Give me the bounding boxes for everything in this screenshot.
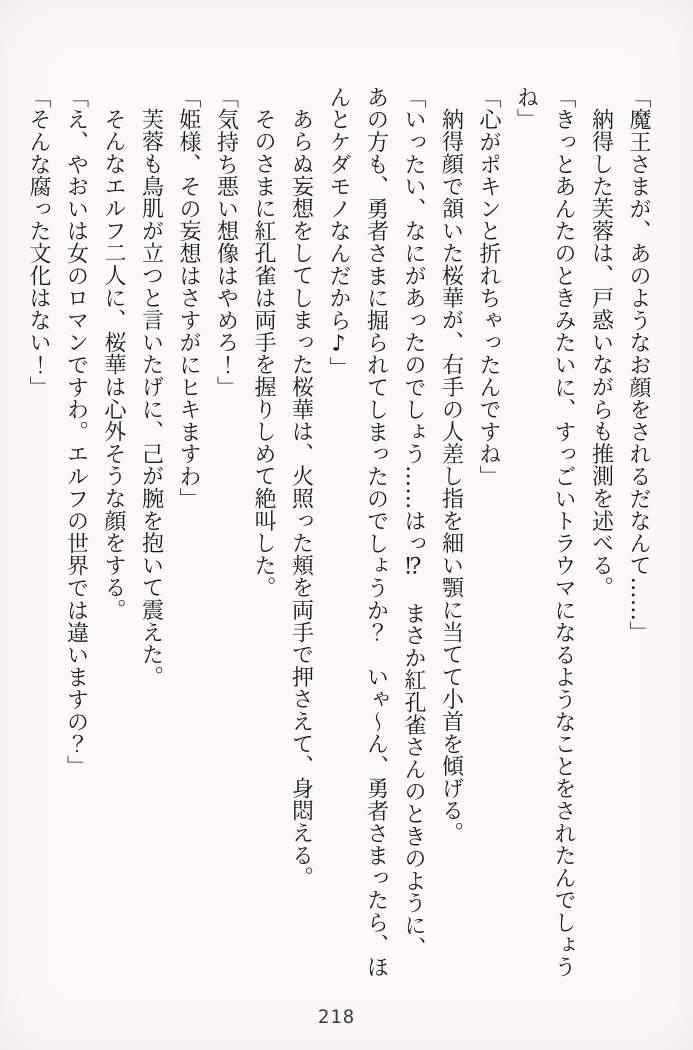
paragraph: 「いったい、なにがあったのでしょう……はっ⁉ まさか紅孔雀さんのときのように、あの方も、勇者さまに掘られてしまったのでしょうか？ いゃ～ん、勇者さまったら、ほんとケダモノなんだから♪」: [326, 86, 426, 978]
paragraph: 「魔王さまが、あのようなお顔をされるだなんて……」: [626, 86, 651, 644]
paragraph: そのさまに紅孔雀は両手を握りしめて絶叫した。: [251, 108, 276, 599]
paragraph: 「え、やおいは女のロマンですわ。エルフの世界では違いますの？」: [63, 86, 89, 778]
paragraph: 「きっとあんたのときみたいに、すっごいトラウマになるようなことをされたんでしょうね」: [513, 86, 576, 978]
page-number: 218: [317, 1006, 356, 1028]
paragraph: あらぬ妄想をしてしまった桜華は、火照った頬を両手で押さえて、身悶える。: [288, 108, 314, 889]
text-columns: [20, 86, 658, 978]
paragraph: 納得顔で頷いた桜華が、右手の人差し指を細い顎に当てて小首を傾げる。: [438, 108, 464, 844]
paragraph: 「姫様、その妄想はさすがにヒキますわ」: [176, 86, 201, 510]
paragraph: 「そんな腐った文化はない！」: [26, 86, 51, 399]
paragraph: 納得した芙蓉は、戸惑いながらも推測を述べる。: [588, 108, 614, 599]
paragraph: そんなエルフ二人に、桜華は心外そうな顔をする。: [101, 108, 126, 621]
paragraph: 「気持ち悪い想像はやめろ！」: [213, 86, 239, 399]
paragraph: 「心がポキンと折れちゃったんですね」: [476, 86, 501, 488]
paragraph: 芙蓉も鳥肌が立つと言いたげに、己が腕を抱いて震えた。: [138, 108, 164, 688]
